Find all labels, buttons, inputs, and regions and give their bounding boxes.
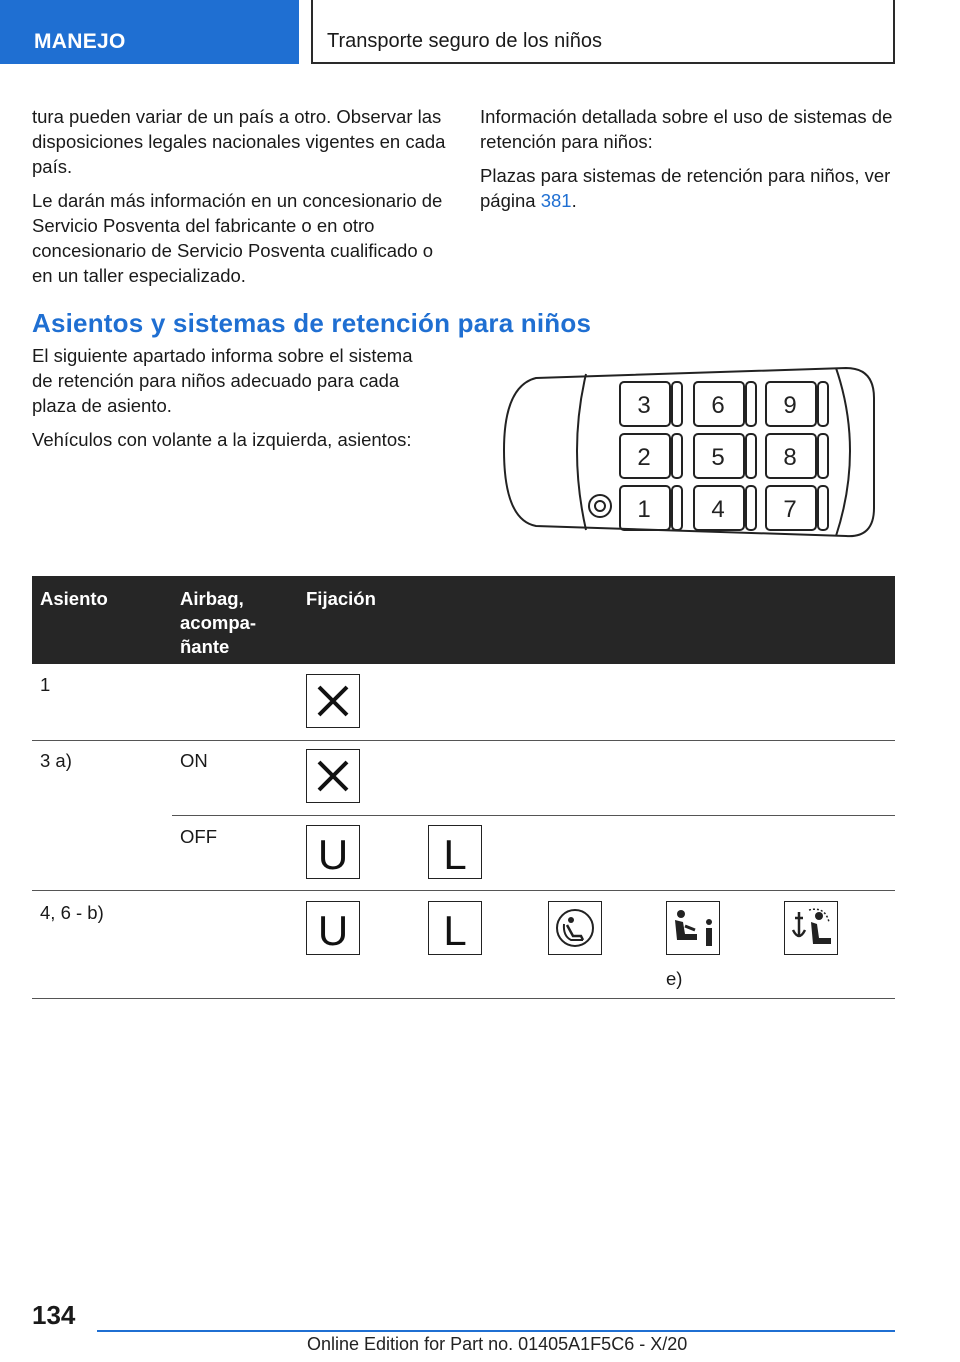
table-note: e) bbox=[666, 968, 683, 989]
row-divider bbox=[32, 740, 895, 741]
paragraph bbox=[480, 163, 900, 213]
table-cell-seat: 4, 6 - b) bbox=[40, 902, 104, 923]
paragraph: El siguiente apartado informa sobre el sistema de retención para niños adecuado para cada plaza de asiento. bbox=[32, 345, 413, 416]
table-cell-seat: 1 bbox=[40, 674, 51, 695]
paragraph-text: Plazas para sistemas de retención para niños, ver página bbox=[480, 165, 891, 211]
paragraph: tura pueden variar de un país a otro. Observar las disposiciones legales nacionales vigentes en cada país. bbox=[32, 106, 446, 177]
page-number: 134 bbox=[32, 1300, 76, 1330]
paragraph: Vehículos con volante a la izquierda, asientos: bbox=[32, 429, 412, 450]
right-column bbox=[480, 104, 900, 222]
paragraph: Le darán más información en un concesionario de Servicio Posventa del fabricante o en otro concesionario de Servicio Posventa cualificado o en un taller especializado. bbox=[32, 190, 443, 286]
row-divider bbox=[32, 890, 895, 891]
l-icon bbox=[428, 901, 482, 955]
row-divider bbox=[32, 998, 895, 999]
chapter-title: Transporte seguro de los niños bbox=[327, 30, 602, 52]
x-icon bbox=[306, 674, 360, 728]
seat-number: 1 bbox=[637, 496, 651, 523]
table-header bbox=[32, 576, 895, 664]
svg-text:U: U bbox=[317, 907, 349, 954]
left-column bbox=[32, 104, 452, 297]
header-line: acompa- bbox=[180, 612, 257, 633]
section-title: Asientos y sistemas de retención para niños bbox=[32, 308, 592, 338]
edition-text: Online Edition for Part no. 01405A1F5C6 - X/20 bbox=[307, 1334, 688, 1354]
seat-number: 7 bbox=[783, 496, 797, 523]
header-seat: Asiento bbox=[40, 588, 108, 609]
seat-layout-diagram bbox=[496, 358, 881, 548]
header-airbag bbox=[180, 587, 256, 659]
seat-table bbox=[32, 576, 895, 1000]
seat-number: 9 bbox=[783, 392, 797, 419]
x-icon bbox=[306, 749, 360, 803]
child-seat-icon bbox=[548, 901, 602, 955]
seat-number: 5 bbox=[711, 444, 725, 471]
seat-number: 6 bbox=[711, 392, 725, 419]
header-line: ñante bbox=[180, 636, 230, 657]
section-intro bbox=[32, 343, 432, 461]
section-tab bbox=[0, 0, 299, 64]
paragraph: Información detallada sobre el uso de sistemas de retención para niños: bbox=[480, 106, 893, 152]
section-label: MANEJO bbox=[34, 30, 126, 53]
seat-number: 4 bbox=[711, 496, 725, 523]
seat-number: 8 bbox=[783, 444, 797, 471]
chapter-header bbox=[311, 0, 895, 64]
svg-text:U: U bbox=[317, 831, 349, 878]
anchor-seat-icon bbox=[784, 901, 838, 955]
page-link[interactable]: 381 bbox=[540, 190, 572, 211]
svg-text:L: L bbox=[443, 831, 467, 878]
table-cell-airbag: OFF bbox=[180, 826, 217, 847]
row-divider bbox=[172, 815, 895, 816]
header-line: Airbag, bbox=[180, 588, 244, 609]
svg-text:L: L bbox=[443, 907, 467, 954]
paragraph-end: . bbox=[571, 190, 577, 211]
footer-rule bbox=[97, 1330, 895, 1332]
seat-number: 2 bbox=[637, 444, 651, 471]
isofix-info-icon bbox=[666, 901, 720, 955]
u-icon bbox=[306, 825, 360, 879]
seat-number: 3 bbox=[637, 392, 651, 419]
u-icon bbox=[306, 901, 360, 955]
table-cell-seat: 3 a) bbox=[40, 750, 72, 771]
table-cell-airbag: ON bbox=[180, 750, 208, 771]
header-fixation: Fijación bbox=[306, 588, 376, 609]
l-icon bbox=[428, 825, 482, 879]
